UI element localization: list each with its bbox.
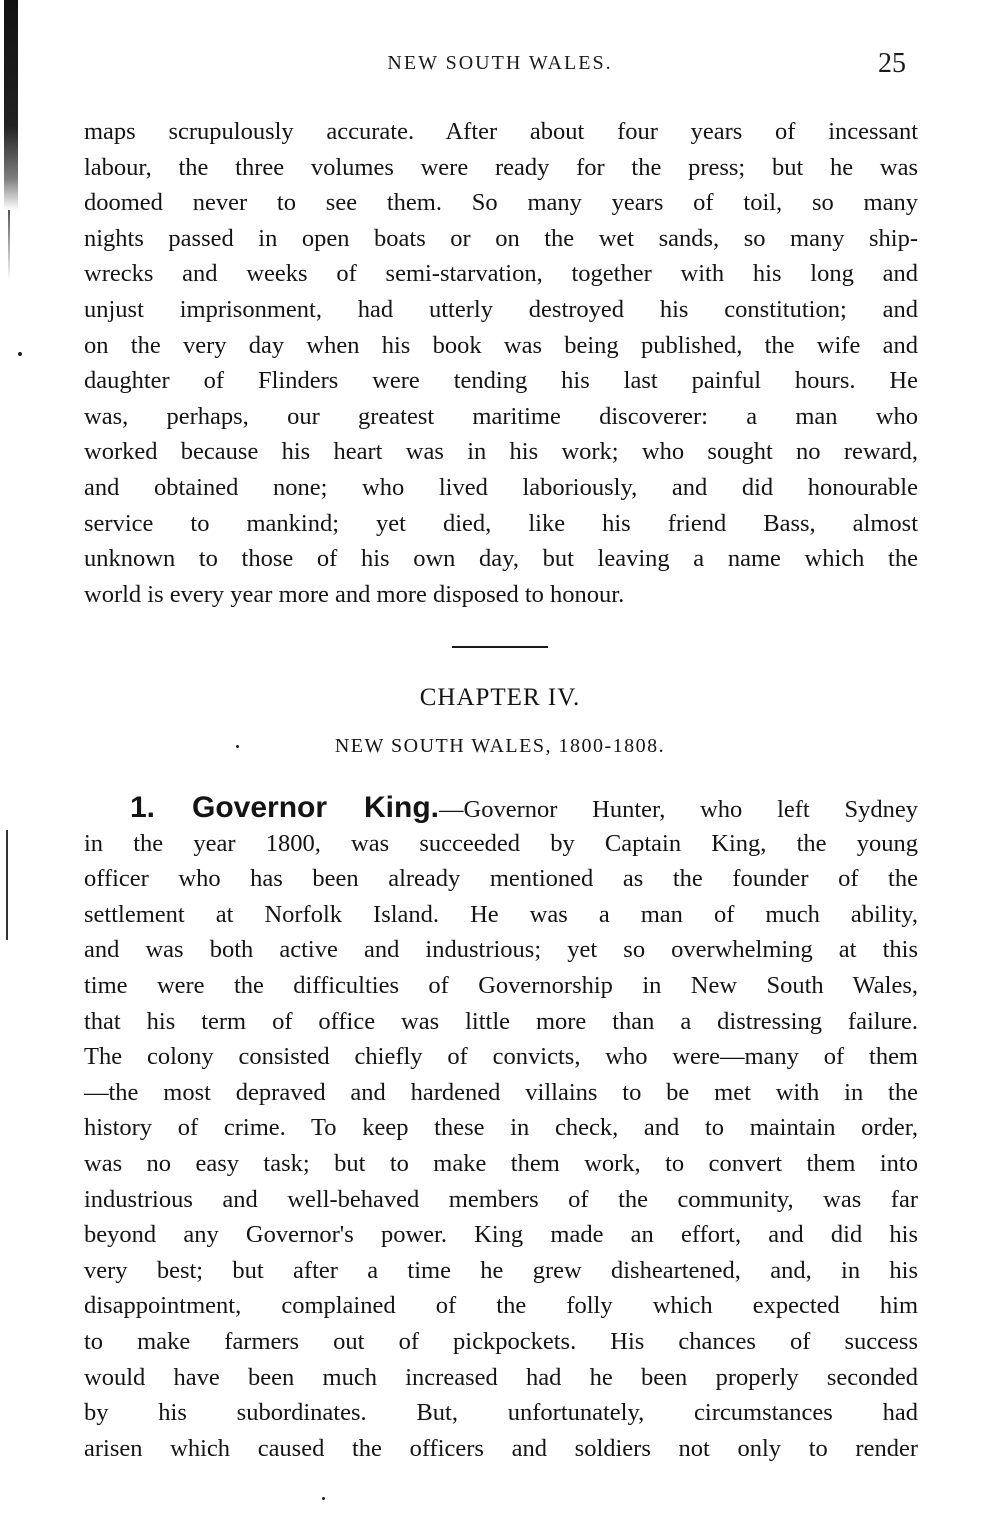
- section-divider-rule: [452, 646, 548, 648]
- paragraph-line: settlement at Norfolk Island. He was a man of much ability,: [84, 900, 918, 928]
- paragraph-line: maps scrupulously accurate. After about four years of incessant: [84, 118, 918, 145]
- paragraph-line: and obtained none; who lived laboriously, and did honourable: [84, 473, 918, 501]
- paragraph-line: and was both active and industrious; yet so overwhelming at this: [84, 936, 918, 964]
- section-first-line-text: —Governor Hunter, who left Sydney: [439, 796, 918, 823]
- paragraph-line: that his term of office was little more than a distressing failure.: [84, 1007, 918, 1035]
- paragraph-line: history of crime. To keep these in check, and to maintain order,: [84, 1114, 918, 1142]
- paragraph-line: nights passed in open boats or on the wet sands, so many ship-: [84, 224, 918, 252]
- paragraph-line: on the very day when his book was being published, the wife and: [84, 331, 918, 359]
- scan-edge-shadow-fade: [8, 210, 10, 280]
- paragraph-line: service to mankind; yet died, like his friend Bass, almost: [84, 509, 918, 537]
- section-heading: 1. Governor King.: [130, 791, 439, 824]
- paragraph-line: worked because his heart was in his work; who sought no reward,: [84, 438, 918, 466]
- paragraph-line: was, perhaps, our greatest maritime discoverer: a man who: [84, 402, 918, 430]
- previous-section-paragraph: [84, 114, 918, 612]
- paragraph-line: arisen which caused the officers and soldiers not only to render: [84, 1434, 918, 1462]
- paragraph-line: wrecks and weeks of semi-starvation, together with his long and: [84, 260, 918, 288]
- section-paragraph: [84, 790, 918, 1466]
- chapter-subtitle: NEW SOUTH WALES, 1800-1808.: [334, 735, 666, 757]
- scan-edge-line: [6, 830, 8, 940]
- paragraph-line: world is every year more and more disposed to honour.: [84, 580, 625, 608]
- paragraph-line: industrious and well-behaved members of the community, was far: [84, 1185, 918, 1213]
- paragraph-line: beyond any Governor's power. King made an effort, and did his: [84, 1221, 918, 1249]
- paragraph-line: labour, the three volumes were ready for the press; but he was: [84, 153, 918, 181]
- paragraph-line: —the most depraved and hardened villains to be met with in the: [84, 1078, 918, 1106]
- paragraph-line: The colony consisted chiefly of convicts, who were—many of them: [84, 1043, 918, 1071]
- paragraph-line: unjust imprisonment, had utterly destroyed his constitution; and: [84, 295, 918, 323]
- paragraph-line: [84, 790, 918, 826]
- paragraph-line: time were the difficulties of Governorship in New South Wales,: [84, 971, 918, 999]
- chapter-title: CHAPTER IV.: [419, 684, 581, 711]
- scan-speck: [322, 1497, 325, 1500]
- page-number: 25: [878, 48, 906, 79]
- scan-edge-shadow: [4, 0, 18, 210]
- paragraph-line: disappointment, complained of the folly which expected him: [84, 1292, 918, 1320]
- paragraph-line: to make farmers out of pickpockets. His chances of success: [84, 1327, 918, 1355]
- paragraph-line: unknown to those of his own day, but leaving a name which the: [84, 545, 918, 573]
- paragraph-line: doomed never to see them. So many years of toil, so many: [84, 189, 918, 217]
- paragraph-line: very best; but after a time he grew disheartened, and, in his: [84, 1256, 918, 1284]
- paragraph-line: daughter of Flinders were tending his last painful hours. He: [84, 367, 918, 395]
- scan-speck: [18, 352, 22, 356]
- paragraph-line: by his subordinates. But, unfortunately, circumstances had: [84, 1399, 918, 1427]
- running-head: NEW SOUTH WALES.: [387, 52, 613, 74]
- paragraph-line: would have been much increased had he been properly seconded: [84, 1363, 918, 1391]
- paragraph-line: was no easy task; but to make them work, to convert them into: [84, 1149, 918, 1177]
- paragraph-line: officer who has been already mentioned as the founder of the: [84, 865, 918, 893]
- paragraph-line: in the year 1800, was succeeded by Captain King, the young: [84, 829, 918, 857]
